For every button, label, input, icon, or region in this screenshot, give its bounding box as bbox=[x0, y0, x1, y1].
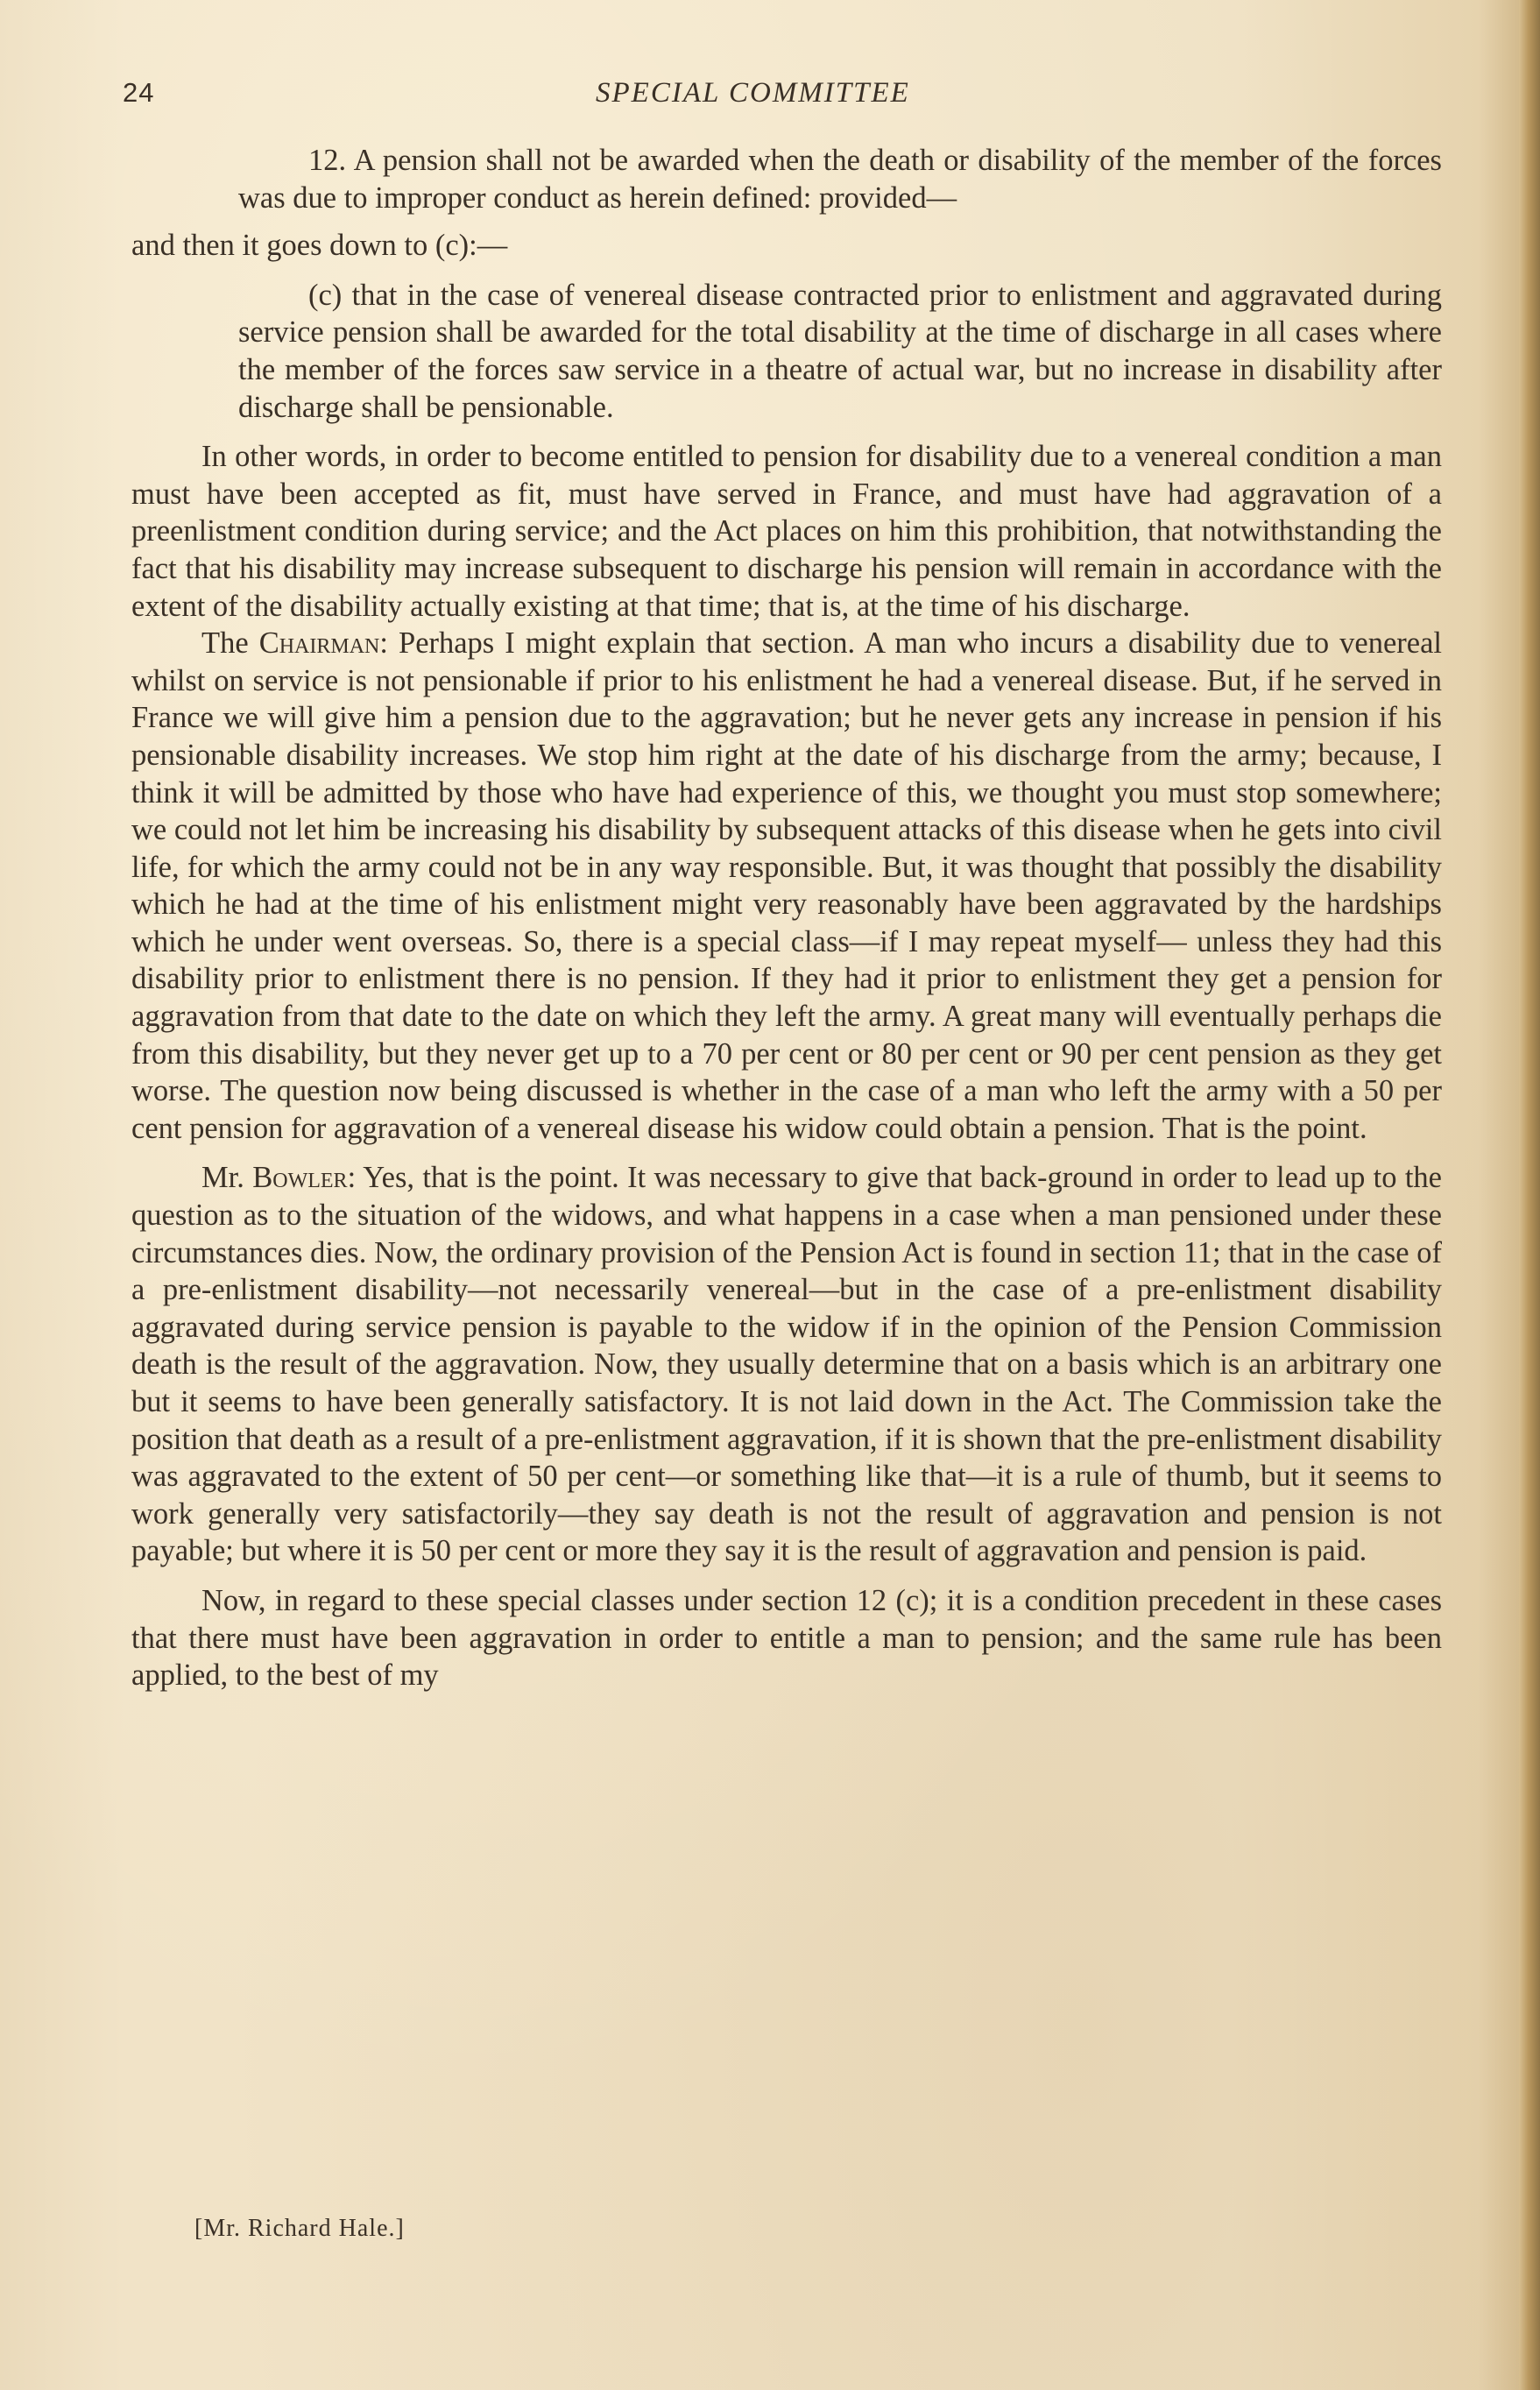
page-header bbox=[123, 77, 1419, 117]
quoted-clause-c: (c) that in the case of venereal disease contracted prior to enlistment and aggravated during service pension shall be awarded for the total disability at the time of discharge in all cases where the member of the forces saw service in a theatre of actual war, but no increase in disability after discharge shall be pensionable. bbox=[238, 278, 1442, 424]
quoted-section-12: 12. A pension shall not be awarded when the death or disability of the member of the forces was due to improper conduct as herein defined: provided— bbox=[238, 144, 1442, 215]
speaker-name-bowler: Bowler bbox=[252, 1161, 348, 1195]
running-head: SPECIAL COMMITTEE bbox=[596, 77, 910, 109]
footnote-witness: [Mr. Richard Hale.] bbox=[194, 2215, 405, 2242]
speaker-name-chairman: Chairman bbox=[258, 626, 380, 661]
body-text bbox=[131, 142, 1442, 1694]
paragraph-bowler bbox=[131, 1159, 1442, 1570]
chairman-statement: : Perhaps I might explain that section. A man who incurs a disability due to venereal whilst on service is not pensionable if prior to his enlistment he had a venereal disease. But, if he served in France we will give him a pension due to the aggravation; but he never gets any increase in pension if his pensionable disability increases. We stop him right at the date of his discharge from the army; because, I think it will be admitted by those who have had experience of this, we thought you must stop somewhere; we could not let him be increasing his disability by subsequent attacks of this disease when he gets into civil life, for which the army could not be in any way responsible. But, it was thought that possibly the disability which he had at the time of his enlistment might very reasonably have been aggravated by the hardships which he under went overseas. So, there is a special class—if I may repeat myself— unless they had this disability prior to enlistment there is no pension. If they had it prior to enlistment they get a pension for aggravation from that date to the date on which they left the army. A great many will eventually perhaps die from this disability, but they never get up to a 70 per cent or 80 per cent or 90 per cent pension as they get worse. The question now being discussed is whether in the case of a man who left the army with a 50 per cent pension for aggravation of a venereal disease his widow could obtain a pension. That is the point. bbox=[131, 626, 1442, 1145]
paragraph-special-classes: Now, in regard to these special classes under section 12 (c); it is a condition precedent in these cases that there must have been aggravation in order to entitle a man to pension; and the same rule has been applied, to the best of my bbox=[131, 1583, 1442, 1693]
page-edge bbox=[1519, 0, 1540, 2390]
page-number: 24 bbox=[123, 77, 155, 108]
paragraph-other-words: In other words, in order to become entitled to pension for disability due to a venereal condition a man must have been accepted as fit, must have served in France, and must have had aggravation of a preenlistment condition during service; and the Act places on him this prohibition, that notwithstanding the fact that his disability may increase subsequent to discharge his pension will remain in accordance with the extent of the disability actually existing at that time; that is, at the time of his discharge. bbox=[131, 440, 1442, 623]
bowler-statement: : Yes, that is the point. It was necessary to give that back-ground in order to lead up to the question as to the situation of the widows, and what happens in a case when a man pensioned under these circumstances dies. Now, the ordinary provision of the Pension Act is found in section 11; that in the case of a pre-enlistment disability—not necessarily venereal—but in the case of a pre-enlistment disability aggravated during service pension is payable to the widow if in the opinion of the Pension Commission death is the result of the aggravation. Now, they usually determine that on a basis which is an arbitrary one but it seems to have been generally satisfactory. It is not laid down in the Act. The Commission take the position that death as a result of a pre-enlistment aggravation, if it is shown that the pre-enlistment disability was aggravated to the extent of 50 per cent—or something like that—it is a rule of thumb, but it seems to work generally very satisfactorily—they say death is not the result of aggravation and pension is not payable; but where it is 50 per cent or more they say it is the result of aggravation and pension is paid. bbox=[131, 1161, 1442, 1568]
speaker-prefix: The bbox=[201, 626, 259, 661]
transition-text: and then it goes down to (c):— bbox=[131, 229, 508, 263]
speaker-prefix: Mr. bbox=[201, 1161, 253, 1195]
paragraph-chairman bbox=[131, 625, 1442, 1147]
